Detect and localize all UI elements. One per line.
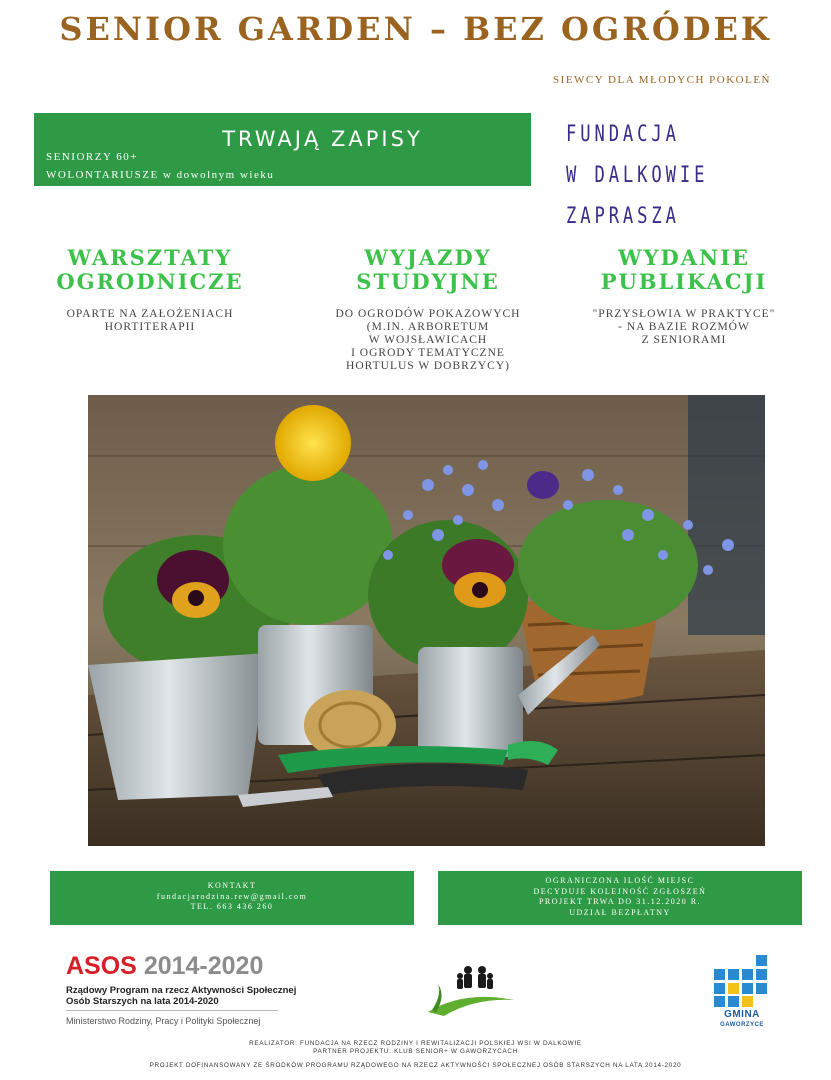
asos-divider — [66, 1010, 278, 1011]
asos-logo — [66, 952, 263, 981]
asos-logo-years: 2014-2020 — [143, 952, 264, 980]
feature-publication — [578, 246, 790, 347]
feature-title — [316, 246, 540, 294]
feature-description — [44, 308, 256, 334]
feature-description-line: HORTITERAPII — [104, 321, 196, 333]
contact-label: KONTAKT — [207, 881, 257, 890]
feature-description-line: (M.IN. ARBORETUM — [366, 321, 490, 333]
gmina-label-line-1: GMINA — [724, 1009, 760, 1020]
feature-description-line: W WOJSŁAWICACH — [368, 334, 488, 346]
notice-line-2: DECYDUJE KOLEJNOŚĆ ZGŁOSZEŃ — [533, 886, 707, 896]
gmina-label — [712, 1010, 772, 1030]
notice-line-3: PROJEKT TRWA DO 31.12.2020 R. — [538, 897, 702, 906]
feature-title-line-1: WYJAZDY — [364, 245, 492, 270]
contact-phone[interactable]: TEL. 663 436 260 — [190, 902, 274, 911]
footer-implementer: REALIZATOR: FUNDACJA NA RZECZ RODZINY I REWITALIZACJI POLSKIEJ WSI W DALKOWIE — [249, 1040, 582, 1047]
feature-description-line: Z SENIORAMI — [641, 334, 727, 346]
garden-photo — [88, 395, 765, 846]
notice-line-1: OGRANICZONA ILOŚĆ MIEJSC — [545, 876, 695, 885]
feature-title-line-2: OGRODNICZE — [56, 269, 244, 294]
feature-description-line: I OGRODY TEMATYCZNE — [351, 347, 505, 359]
page-title: SENIOR GARDEN – BEZ OGRÓDEK — [59, 10, 772, 48]
registration-banner — [34, 113, 531, 186]
contact-email[interactable]: fundacjarodzina.rew@gmail.com — [156, 891, 308, 901]
feature-title-line-1: WARSZTATY — [67, 245, 233, 270]
gmina-logo — [714, 955, 770, 1007]
ministry-name: Ministerstwo Rodziny, Pracy i Polityki Społecznej — [66, 1016, 261, 1026]
feature-title — [44, 246, 256, 294]
foundation-line-3: ZAPRASZA — [566, 204, 680, 229]
feature-title-line-1: WYDANIE — [617, 245, 751, 270]
feature-description-line: - NA BAZIE ROZMÓW — [618, 321, 750, 333]
contact-box — [50, 871, 414, 925]
registration-volunteers: WOLONTARIUSZE w dowolnym wieku — [46, 169, 275, 181]
feature-description-line: "PRZYSŁOWIA W PRAKTYCE" — [592, 308, 776, 320]
foundation-line-1: FUNDACJA — [566, 122, 680, 147]
feature-description-line: DO OGRODÓW POKAZOWYCH — [335, 308, 521, 320]
notice-line-4: UDZIAŁ BEZPŁATNY — [569, 907, 671, 917]
asos-logo-word: ASOS — [66, 952, 137, 980]
foundation-line-2: W DALKOWIE — [566, 163, 709, 188]
asos-program-line-1: Rządowy Program na rzecz Aktywności Społecznej — [66, 985, 297, 996]
feature-title — [578, 246, 790, 294]
page-subtitle: SIEWCY DLA MŁODYCH POKOLEŃ — [553, 74, 771, 86]
feature-description — [578, 308, 790, 347]
feature-description — [316, 308, 540, 373]
foundation-invite — [566, 114, 738, 237]
feature-title-line-2: STUDYJNE — [356, 269, 500, 294]
feature-description-line: HORTULUS W DOBRZYCY) — [346, 360, 510, 372]
registration-seniors: SENIORZY 60+ — [46, 151, 138, 163]
registration-title: TRWAJĄ ZAPISY — [222, 127, 423, 151]
footer-partner: PARTNER PROJEKTU: KLUB SENIOR+ W GAWORZYCACH — [313, 1048, 518, 1055]
feature-trips — [316, 246, 540, 373]
notice-box — [438, 871, 802, 925]
feature-description-line: OPARTE NA ZAŁOŻENIACH — [66, 308, 234, 320]
family-foundation-logo — [424, 960, 518, 1020]
footer-funding: PROJEKT DOFINANSOWANY ZE ŚRODKÓW PROGRAMU RZĄDOWEGO NA RZECZ AKTYWNOŚCI SPOŁECZNEJ OSÓB STARSZYCH NA LATA 2014-2020 — [149, 1062, 682, 1069]
feature-workshops — [44, 246, 256, 334]
feature-title-line-2: PUBLIKACJI — [600, 269, 768, 294]
asos-program-line-2: Osób Starszych na lata 2014-2020 — [66, 996, 219, 1007]
gmina-label-line-2: GAWORZYCE — [720, 1022, 764, 1028]
